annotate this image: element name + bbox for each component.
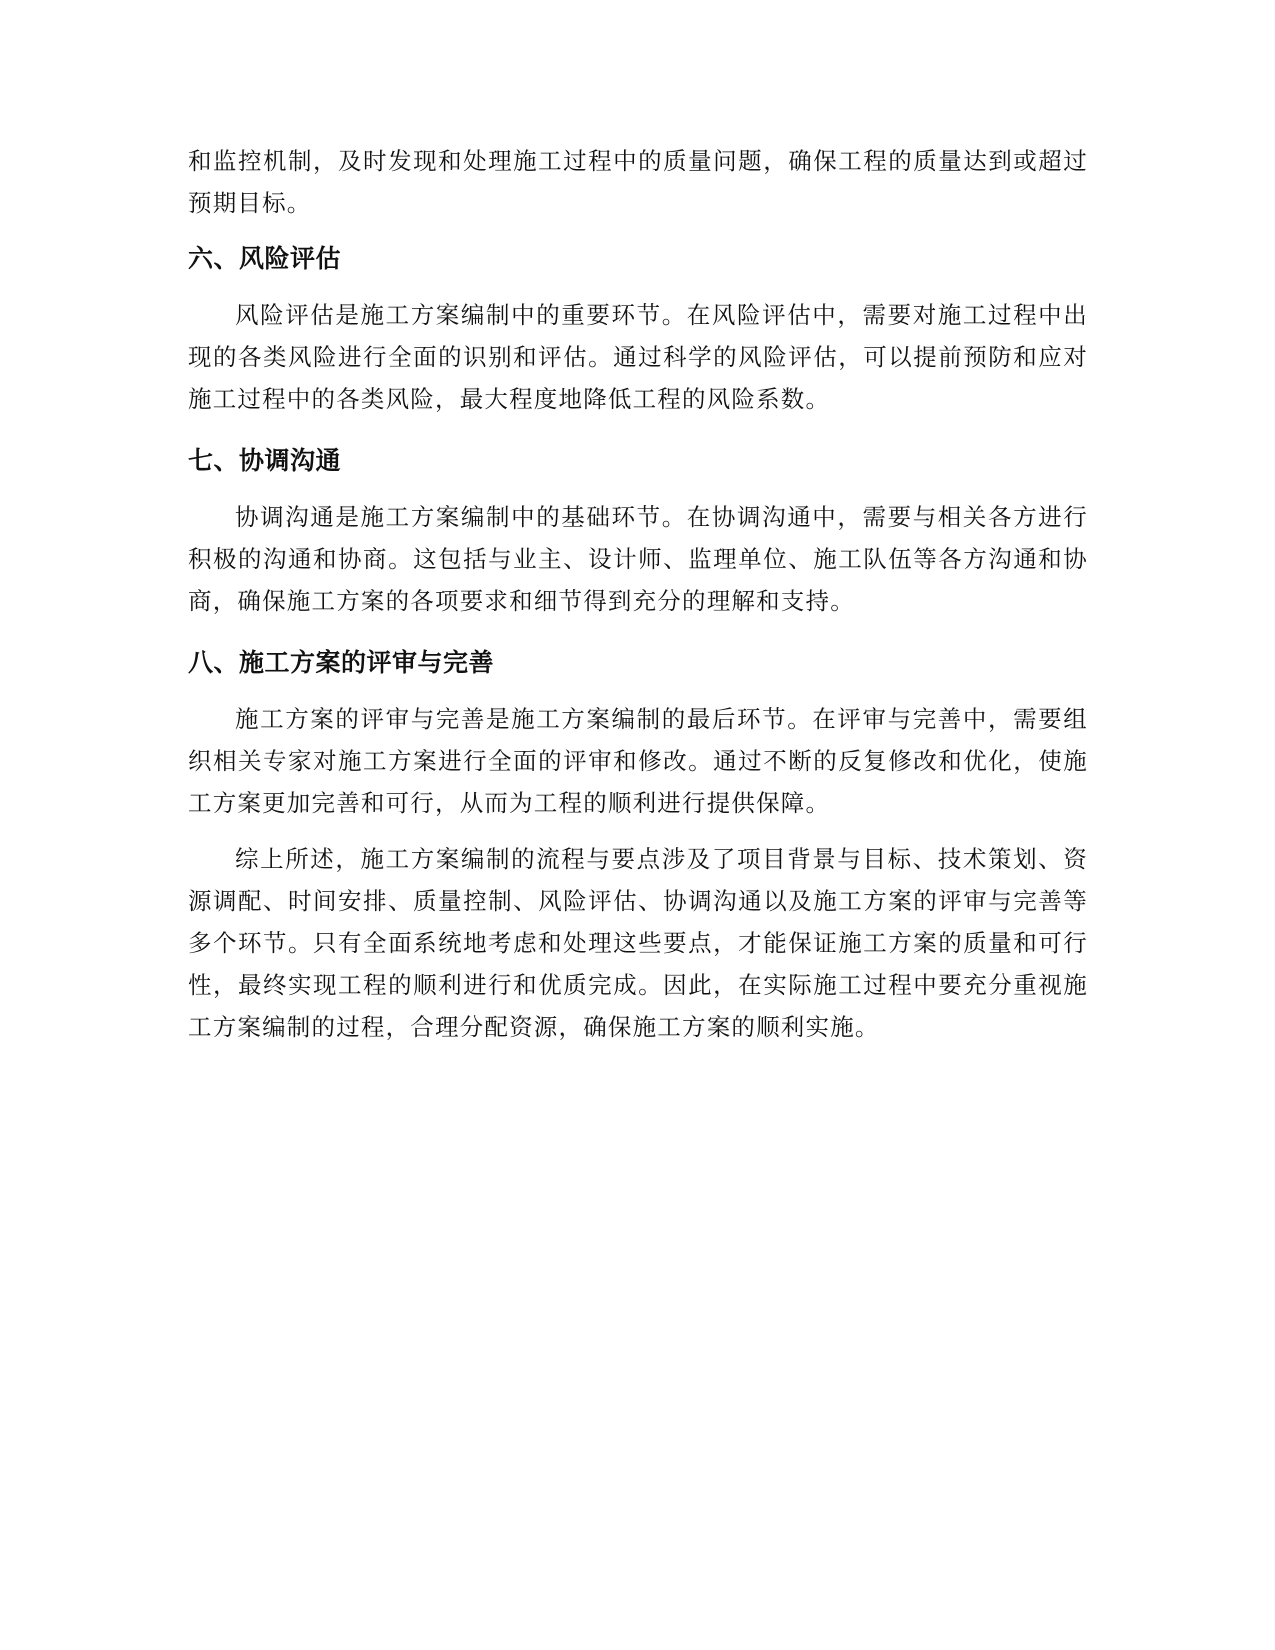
summary-paragraph: 综上所述，施工方案编制的流程与要点涉及了项目背景与目标、技术策划、资源调配、时间安排、质量控制、风险评估、协调沟通以及施工方案的评审与完善等多个环节。只有全面系统地考虑和处理这些要点，才能保证施工方案的质量和可行性，最终实现工程的顺利进行和优质完成。因此，在实际施工过程中要充分重视施工方案编制的过程，合理分配资源，确保施工方案的顺利实施。 — [188, 845, 1088, 1041]
spacer — [188, 824, 1088, 838]
section-paragraph: 施工方案的评审与完善是施工方案编制的最后环节。在评审与完善中，需要组织相关专家对施工方案进行全面的评审和修改。通过不断的反复修改和优化，使施工方案更加完善和可行，从而为工程的顺利进行提供保障。 — [188, 705, 1088, 817]
document-body — [188, 140, 1088, 1048]
continuation-paragraph: 和监控机制，及时发现和处理施工过程中的质量问题，确保工程的质量达到或超过预期目标。 — [188, 147, 1088, 217]
section-heading-coordination: 七、协调沟通 — [188, 446, 342, 475]
spacer — [188, 482, 1088, 496]
spacer — [188, 622, 1088, 642]
spacer — [188, 684, 1088, 698]
section-paragraph: 风险评估是施工方案编制中的重要环节。在风险评估中，需要对施工过程中出现的各类风险进行全面的识别和评估。通过科学的风险评估，可以提前预防和应对施工过程中的各类风险，最大程度地降低工程的风险系数。 — [188, 301, 1088, 413]
section-heading-risk-assessment: 六、风险评估 — [188, 244, 342, 273]
section-heading-review: 八、施工方案的评审与完善 — [188, 648, 495, 677]
section-paragraph: 协调沟通是施工方案编制中的基础环节。在协调沟通中，需要与相关各方进行积极的沟通和协商。这包括与业主、设计师、监理单位、施工队伍等各方沟通和协商，确保施工方案的各项要求和细节得到充分的理解和支持。 — [188, 503, 1088, 615]
spacer — [188, 420, 1088, 440]
spacer — [188, 224, 1088, 238]
spacer — [188, 280, 1088, 294]
